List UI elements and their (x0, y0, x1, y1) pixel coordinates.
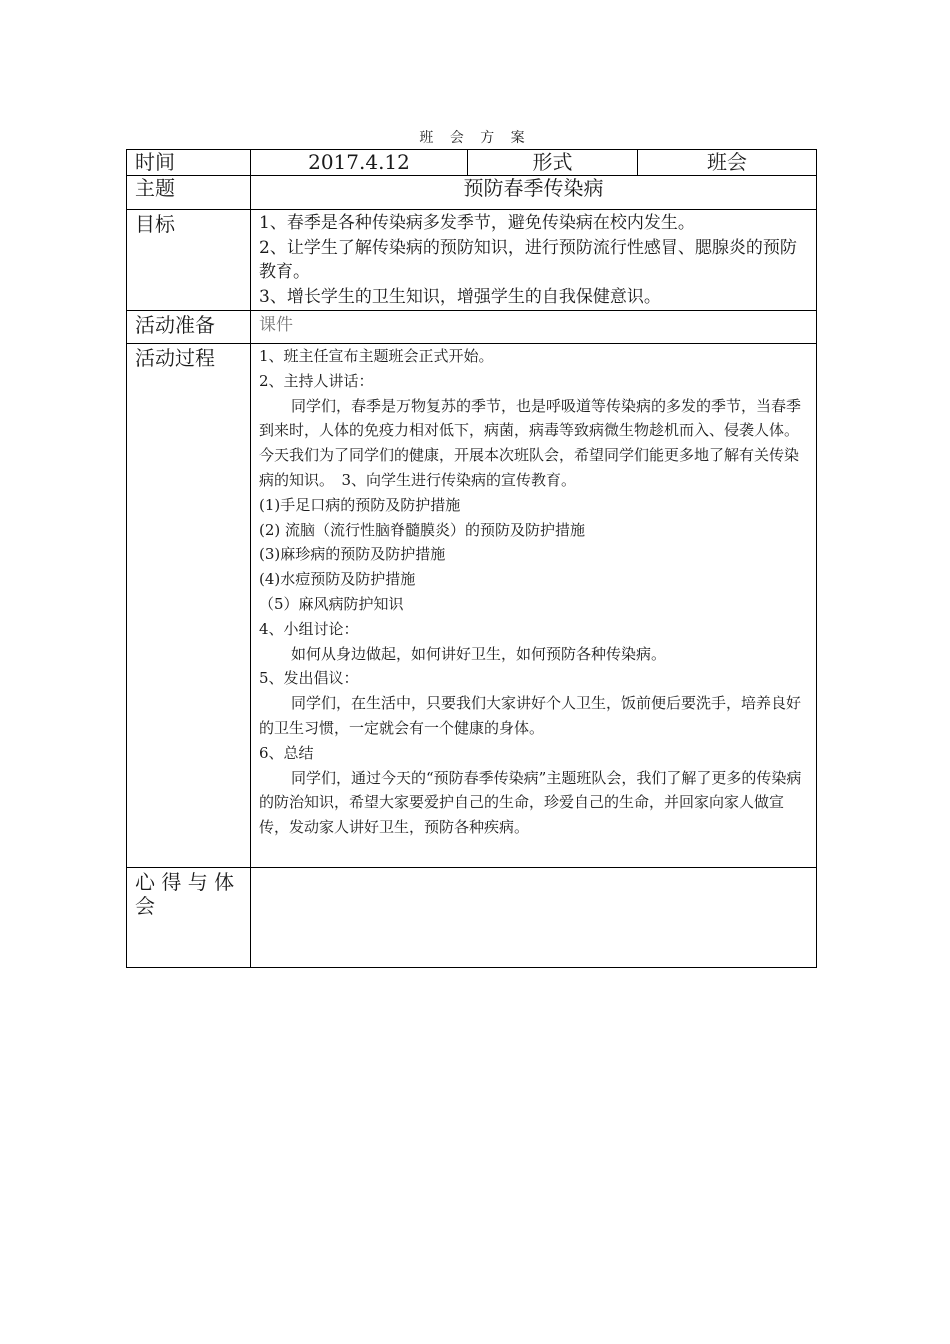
process-line: (3)麻珍病的预防及防护措施 (259, 545, 446, 564)
goals-content (251, 210, 817, 311)
process-line: 2、主持人讲话： (259, 371, 374, 390)
process-content (251, 344, 817, 868)
process-paragraph: 同学们，春季是万物复苏的季节，也是呼吸道等传染病的多发的季节，当春季到来时，人体的免疫力相对低下，病菌，病毒等致病微生物趁机而入、侵袭人体。今天我们为了同学们的健康，开展本次班队会，希望同学们能更多地了解有关传染病的知识。 3、向学生进行传染病的宣传教育。 (259, 396, 802, 489)
process-paragraph: 同学们，通过今天的“预防春季传染病”主题班队会，我们了解了更多的传染病的防治知识，希望大家要爱护自己的生命，珍爱自己的生命，并回家向家人做宣传，发动家人讲好卫生，预防各种疾病。 (259, 768, 802, 837)
process-paragraph: 同学们，在生活中，只要我们大家讲好个人卫生，饭前便后要洗手，培养良好的卫生习惯，一定就会有一个健康的身体。 (259, 694, 802, 737)
process-line: (2) 流脑（流行性脑脊髓膜炎）的预防及防护措施 (259, 520, 586, 539)
process-line: 6、总结 (259, 743, 314, 762)
class-meeting-plan-table (126, 149, 817, 968)
process-paragraph: 如何从身边做起，如何讲好卫生，如何预防各种传染病。 (291, 644, 667, 663)
goal-item: 2、让学生了解传染病的预防知识，进行预防流行性感冒、腮腺炎的预防教育。 (259, 237, 797, 282)
goals-label: 目标 (127, 210, 251, 311)
preparation-label: 活动准备 (127, 311, 251, 344)
form-label: 形式 (468, 150, 638, 176)
process-line: (4)水痘预防及防护措施 (259, 570, 416, 589)
form-value: 班会 (638, 150, 817, 176)
goal-item: 3、增长学生的卫生知识，增强学生的自我保健意识。 (259, 286, 661, 307)
process-line: （5）麻风病防护知识 (259, 594, 404, 613)
process-line: 4、小组讨论： (259, 619, 359, 638)
reflection-content (251, 868, 817, 968)
process-label: 活动过程 (127, 344, 251, 868)
time-value: 2017.4.12 (251, 150, 468, 176)
time-label: 时间 (127, 150, 251, 176)
process-line: 5、发出倡议： (259, 669, 359, 688)
reflection-label: 心 得 与 体 会 (127, 868, 251, 968)
goal-item: 1、春季是各种传染病多发季节，避免传染病在校内发生。 (259, 213, 695, 233)
theme-label: 主题 (127, 176, 251, 210)
preparation-value: 课件 (251, 311, 817, 344)
document-title: 班 会 方 案 (419, 130, 531, 146)
process-line: 1、班主任宣布主题班会正式开始。 (259, 347, 494, 365)
process-line: (1)手足口病的预防及防护措施 (259, 495, 461, 514)
theme-value: 预防春季传染病 (251, 176, 817, 210)
